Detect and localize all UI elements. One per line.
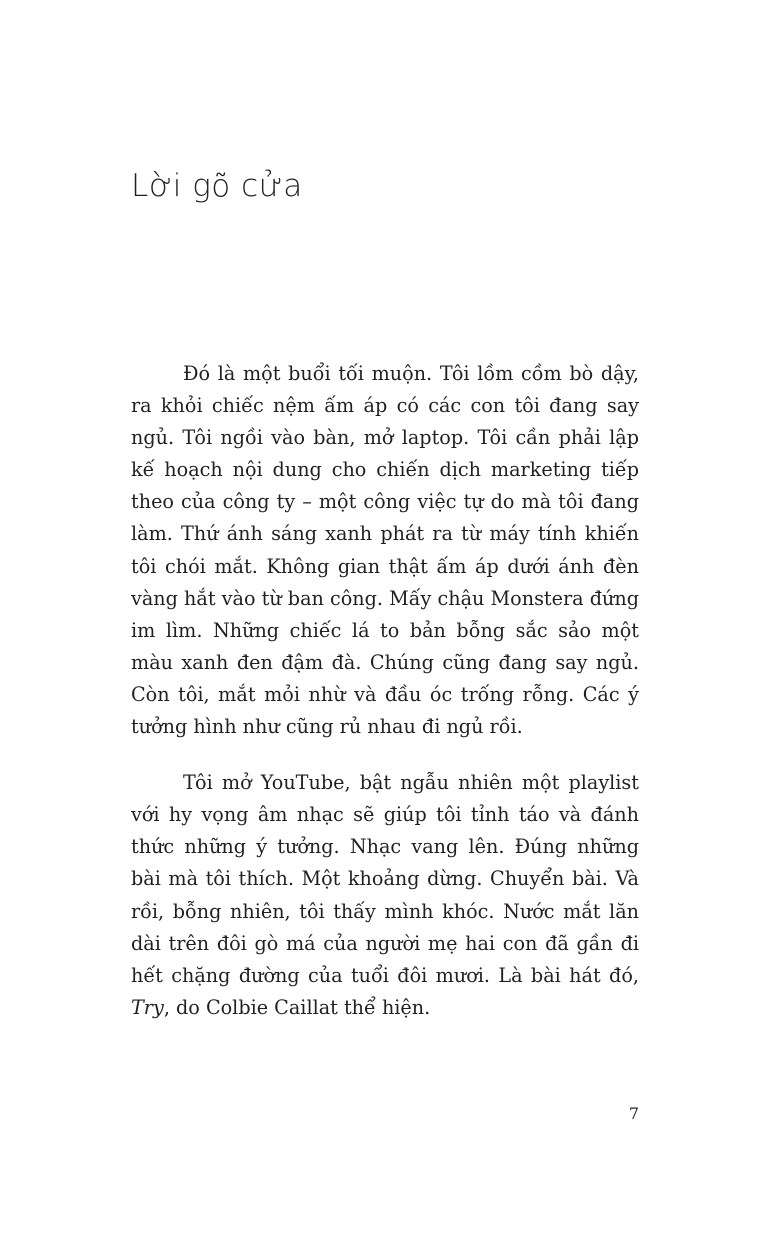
song-title: Try [131,995,164,1019]
paragraph-1: Đó là một buổi tối muộn. Tôi lồm cồm bò dậy, ra khỏi chiếc nệm ấm áp có các con tôi đang say ngủ. Tôi ngồi vào bàn, mở laptop. Tôi cần phải lập kế hoạch nội dung cho chiến dịch marketing tiếp theo của công ty – một công việc tự do mà tôi đang làm. Thứ ánh sáng xanh phát ra từ máy tính khiến tôi chói mắt. Không gian thật ấm áp dưới ánh đèn vàng hắt vào từ ban công. Mấy chậu Monstera đứng im lìm. Những chiếc lá to bản bỗng sắc sảo một màu xanh đen đậm đà. Chúng cũng đang say ngủ. Còn tôi, mắt mỏi nhừ và đầu óc trống rỗng. Các ý tưởng hình như cũng rủ nhau đi ngủ rồi. [131,362,639,739]
paragraph-2-text-before: Tôi mở YouTube, bật ngẫu nhiên một playlist với hy vọng âm nhạc sẽ giúp tôi tỉnh táo và đánh thức những ý tưởng. Nhạc vang lên. Đúng những bài mà tôi thích. Một khoảng dừng. Chuyển bài. Và rồi, bỗng nhiên, tôi thấy mình khóc. Nước mắt lăn dài trên đôi gò má của người mẹ hai con đã gần đi hết chặng đường của tuổi đôi mươi. Là bài hát đó, [131,771,639,987]
paragraph-2 [131,767,639,1024]
body-text [131,358,639,1048]
paragraph-2-text-after: , do Colbie Caillat thể hiện. [163,995,431,1019]
chapter-title: Lời gõ cửa [131,168,303,204]
page-number: 7 [628,1104,639,1123]
